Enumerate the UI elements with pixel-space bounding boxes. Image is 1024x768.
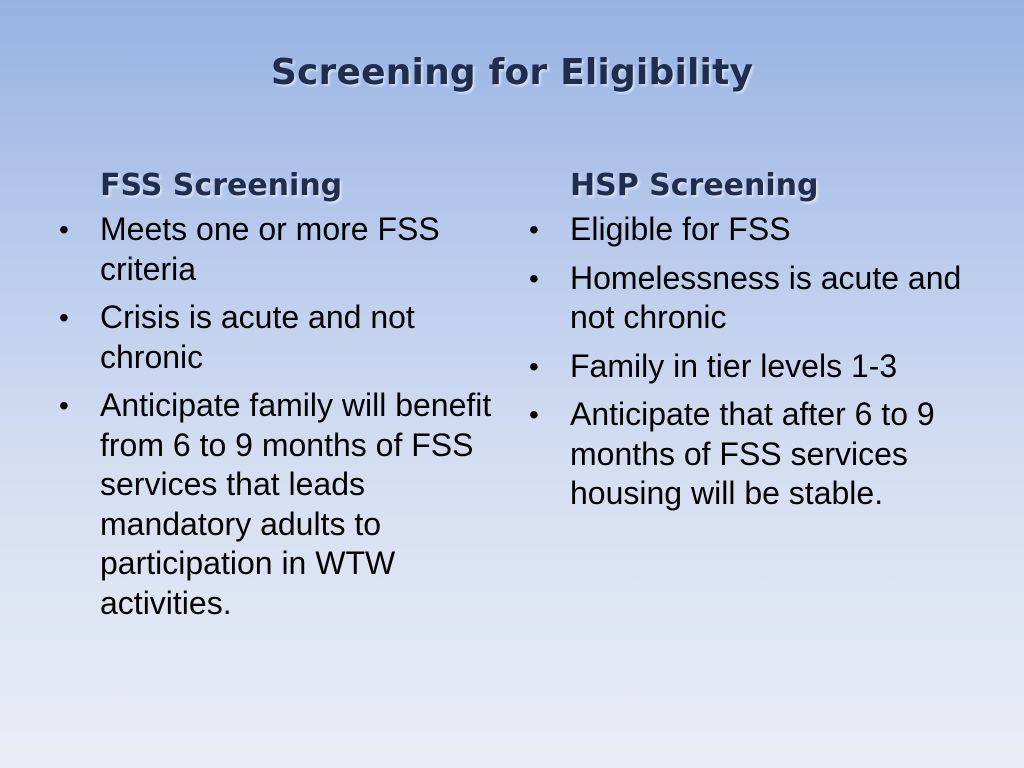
list-item-text: Anticipate family will benefit from 6 to 9 months of FSS services that leads mandatory adults to participation in WTW activities. [100, 387, 492, 621]
bullet-icon: • [59, 214, 69, 245]
hsp-screening-column [525, 166, 995, 523]
hsp-criteria-list [525, 210, 995, 514]
list-item-text: Anticipate that after 6 to 9 months of FSS services housing will be stable. [570, 396, 935, 511]
hsp-screening-heading: HSP Screening [570, 168, 819, 203]
bullet-icon: • [529, 262, 539, 294]
bullet-icon: • [529, 399, 539, 430]
slide-title: Screening for Eligibility [270, 52, 754, 93]
bullet-icon: • [59, 390, 69, 421]
list-item [525, 347, 995, 387]
list-item-text: Homelessness is acute and not chronic [570, 259, 962, 335]
list-item [55, 298, 505, 377]
list-item-text: Crisis is acute and not chronic [100, 299, 415, 375]
list-item [525, 210, 995, 250]
list-item [55, 386, 505, 623]
fss-screening-heading: FSS Screening [100, 168, 343, 203]
bullet-icon: • [529, 214, 539, 245]
list-item [525, 259, 995, 338]
fss-criteria-list [55, 210, 505, 623]
bullet-icon: • [529, 350, 539, 382]
list-item-text: Family in tier levels 1-3 [570, 347, 898, 384]
bullet-icon: • [59, 302, 69, 333]
list-item [55, 210, 505, 289]
list-item-text: Meets one or more FSS criteria [100, 211, 440, 287]
list-item [525, 395, 995, 514]
fss-screening-column [55, 166, 505, 632]
list-item-text: Eligible for FSS [570, 211, 791, 247]
